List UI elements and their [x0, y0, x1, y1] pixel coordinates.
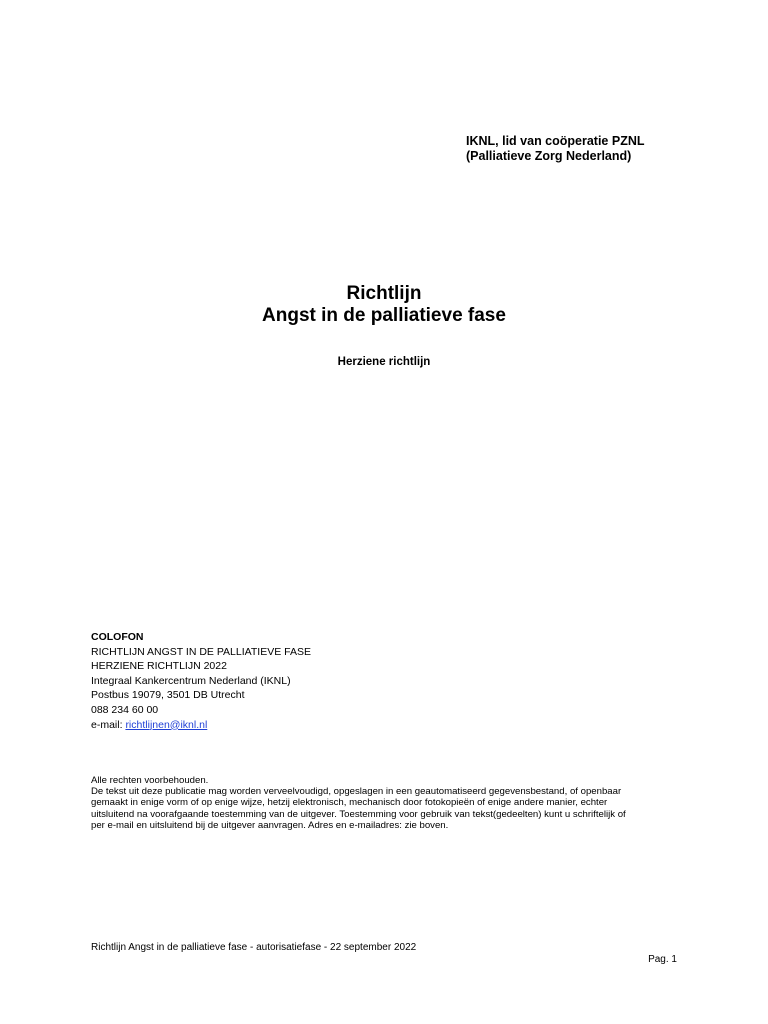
colofon-line: HERZIENE RICHTLIJN 2022: [91, 660, 227, 673]
footer-text: Richtlijn Angst in de palliatieve fase - autorisatiefase - 22 september 2022: [91, 942, 417, 953]
title-line-2: Angst in de palliatieve fase: [262, 305, 506, 326]
colofon-email-row: [91, 718, 311, 733]
email-label: e-mail:: [91, 718, 126, 731]
email-link[interactable]: richtlijnen@iknl.nl: [125, 718, 208, 731]
page-number: Pag. 1: [648, 954, 677, 965]
rights-line: De tekst uit deze publicatie mag worden verveelvoudigd, opgeslagen in een geautomatiseerd gegevensbestand, of openbaar: [91, 786, 622, 798]
organization-line-1: IKNL, lid van coöperatie PZNL: [466, 134, 645, 148]
rights-notice: [91, 775, 681, 831]
rights-line: Alle rechten voorbehouden.: [91, 775, 209, 786]
colofon-section: [91, 630, 311, 732]
rights-line: uitsluitend na voorafgaande toestemming van de uitgever. Toestemming voor gebruik van tekst(gedeelten) kunt u schriftelijk of: [91, 808, 626, 820]
organization-block: [466, 134, 645, 164]
colofon-phone: 088 234 60 00: [91, 703, 159, 716]
colofon-address: Postbus 19079, 3501 DB Utrecht: [91, 689, 245, 702]
document-title: [0, 283, 768, 327]
colofon-line: Integraal Kankercentrum Nederland (IKNL): [91, 674, 291, 687]
colofon-heading: COLOFON: [91, 631, 144, 643]
document-subtitle: Herziene richtlijn: [337, 356, 431, 368]
colofon-line: RICHTLIJN ANGST IN DE PALLIATIEVE FASE: [91, 645, 311, 658]
title-line-1: Richtlijn: [346, 283, 422, 304]
organization-line-2: (Palliatieve Zorg Nederland): [466, 149, 632, 163]
rights-line: per e-mail en uitsluitend bij de uitgever aanvragen. Adres en e-mailadres: zie boven.: [91, 819, 449, 831]
rights-line: gemaakt in enige vorm of op enige wijze, hetzij elektronisch, mechanisch door fotokopieën of enige andere manier, echter: [91, 797, 608, 809]
